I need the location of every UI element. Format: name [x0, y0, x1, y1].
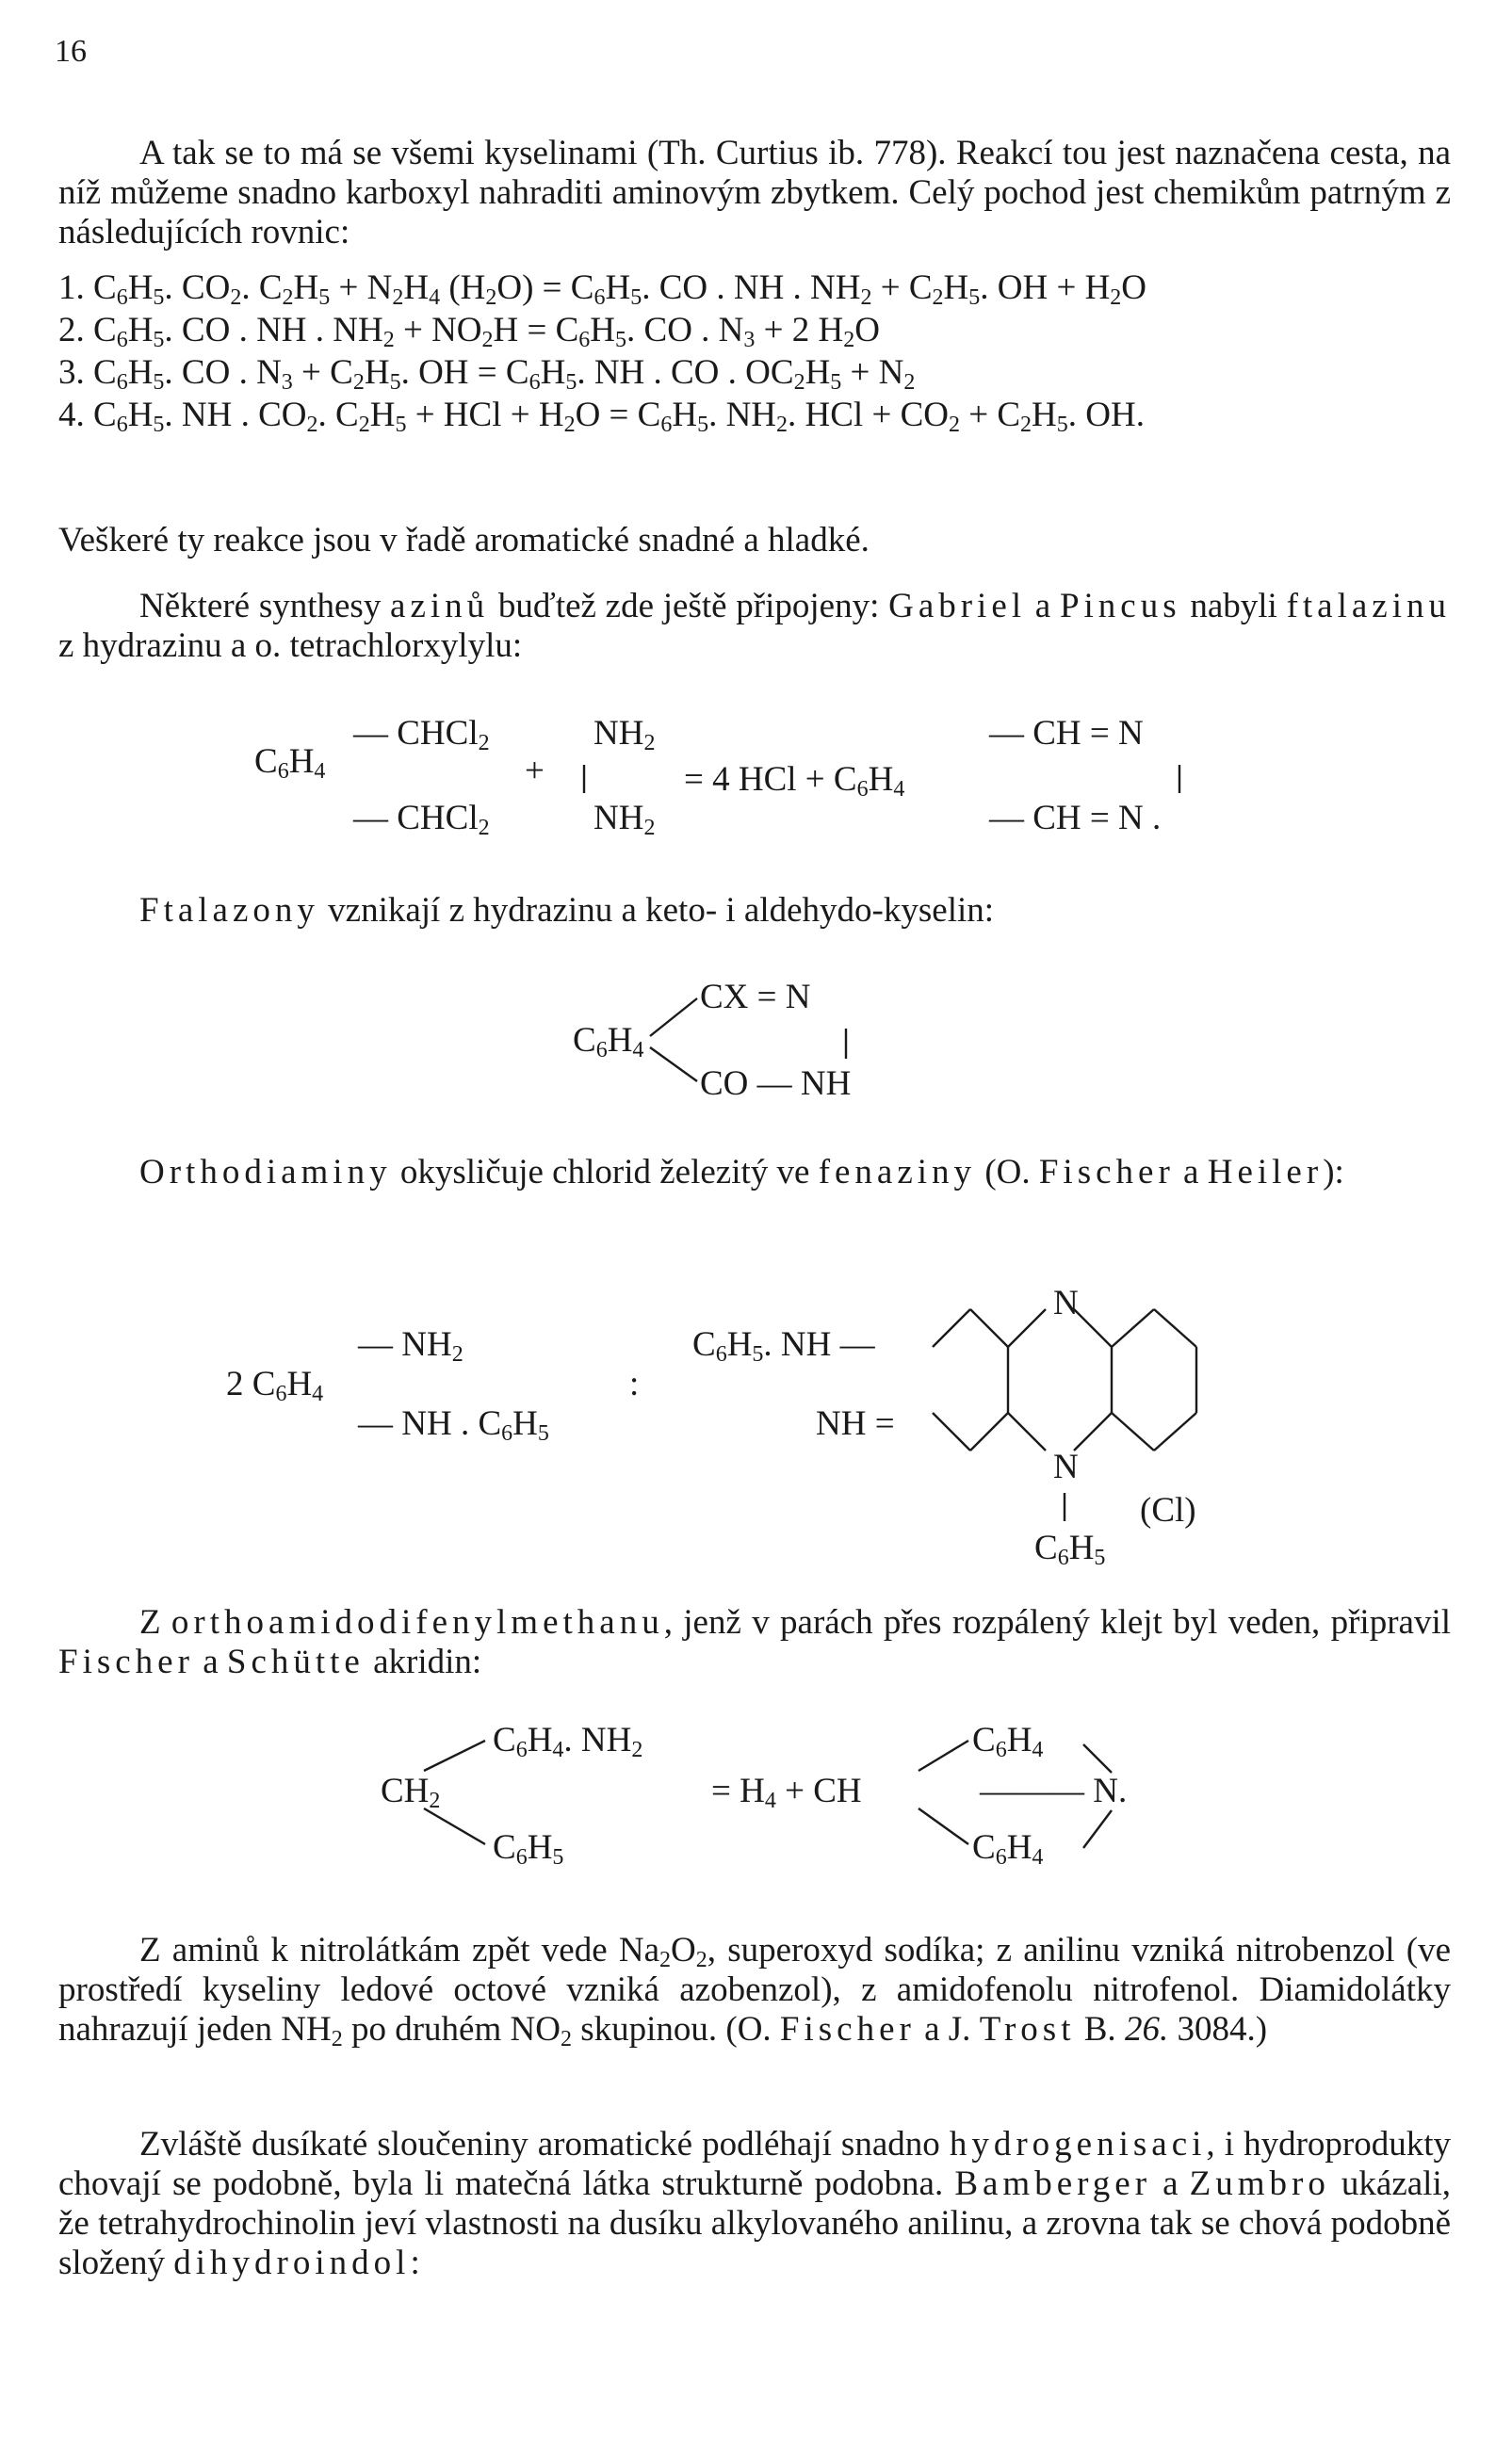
plus-sign: +	[525, 752, 545, 790]
bond-n-bottom	[1083, 1810, 1112, 1848]
page-number: 16	[55, 34, 87, 69]
two-c6h4: 2 $C_6H_4$	[226, 1365, 324, 1406]
paragraph-hydrogenation: Zvláště dusíkaté sloučeniny aromatické podléhají snadno hydrogenisaci, i hydroprodukty chovají se podobně, byla li matečná látka strukturně podobna. Bamberger a Zumbro ukázali, že tetrahydrochinolin jeví vlastnosti na dusíku alkylovaného anilinu, a zrovna tak se chová podobně složený dihydroindol:	[58, 2125, 1451, 2282]
acridine-rhs: = $H_4$ + CH	[711, 1772, 862, 1813]
c6h4-label: $C_6H_4$	[573, 1021, 644, 1062]
c6h4-nh2: $C_6H_4$. $NH_2$	[493, 1721, 643, 1762]
bond-ch-bottom	[919, 1808, 968, 1844]
bond-upper	[650, 998, 697, 1036]
paragraph-akridin: Z orthoamidodifenylmethanu, jenž v parách přes rozpálený klejt byl veden, připravil Fischer a Schütte akridin:	[58, 1603, 1452, 1681]
bond-n-top	[1083, 1744, 1112, 1773]
colon: :	[629, 1365, 640, 1403]
chcl2-bottom: — CHCl$_2$	[353, 799, 490, 840]
cx-n: CX = N	[700, 978, 811, 1016]
nh2-group: — $NH_2$	[358, 1325, 463, 1367]
nh2-top: $NH_2$	[593, 714, 656, 755]
bridge-n: ——— N.	[980, 1772, 1128, 1810]
paragraph-fenaziny: Orthodiaminy okysličuje chlorid železitý ve fenaziny (O. Fischer a Heiler):	[139, 1153, 1344, 1191]
bond-ch-top	[919, 1741, 968, 1771]
ch2-label: $CH_2$	[381, 1772, 441, 1813]
nh-double: NH =	[816, 1404, 895, 1443]
bond-lower	[650, 1047, 697, 1081]
equation-1: 1. $C_6H_5$. $CO_2$. $C_2H_5 + N_2H_4$ $(H_2O) = C_6H_5$. CO . NH . $NH_2 + C_2H_5$. OH + $H_2O$	[58, 268, 1147, 310]
equation-4: 4. $C_6H_5$. NH . $CO_2$. $C_2H_5$ + HCl + $H_2O = C_6H_5$. $NH_2$. HCl + $CO_2 + C_2H_5$. OH.	[58, 396, 1145, 437]
paragraph-reactions: Veškeré ty reakce jsou v řadě aromatické snadné a hladké.	[58, 521, 870, 559]
paragraph-nitro: Z aminů k nitrolátkám zpět vede $Na_2O_2$, superoxyd sodíka; z anilinu vzniká nitrobenzol (ve prostředí kyseliny ledové octové vzniká azobenzol), z amidofenolu nitrofenol. Diamidolátky nahrazují jeden $NH_2$ po druhém $NO_2$ skupinou. (O. Fischer a J. Trost B. 26. 3084.)	[58, 1931, 1451, 2051]
paragraph-ftalazony: Ftalazony vznikají z hydrazinu a keto- i aldehydo-kyselin:	[139, 891, 995, 930]
paragraph-azines: Některé synthesy azinů buďtež zde ještě připojeny: Gabriel a Pincus nabyli ftalazinu z hydrazinu a o. tetrachlorxylylu:	[58, 587, 1451, 665]
n-bottom: N	[1053, 1448, 1079, 1486]
phenyl-substituent: $C_6H_5$	[1034, 1529, 1106, 1570]
equation-2: 2. $C_6H_5$. CO . NH . $NH_2 + NO_2H = C_6H_5$. CO . $N_3 + 2$ $H_2O$	[58, 311, 880, 352]
paragraph-text: A tak se to má se všemi kyselinami (Th. Curtius ib. 778). Reakcí tou jest naznačena cesta, na níž můžeme snadno karboxyl nahraditi aminovým zbytkem. Celý pochod jest chemikům patrným z následujících rovnic:	[58, 134, 1451, 251]
phenyl-nh: $C_6H_5$. NH —	[692, 1325, 875, 1367]
n-top: N	[1053, 1284, 1079, 1322]
nh-phenyl-group: — NH . $C_6H_5$	[358, 1404, 549, 1446]
c6h4-label: $C_6H_4$	[254, 742, 326, 784]
c6h4-top: $C_6H_4$	[972, 1721, 1044, 1762]
bond-ch2-top	[424, 1741, 485, 1771]
c6h5: $C_6H_5$	[493, 1828, 564, 1870]
ch-n-bottom: — CH = N .	[989, 799, 1162, 837]
nh2-bottom: $NH_2$	[593, 799, 656, 840]
co-nh: CO — NH	[700, 1064, 852, 1103]
equation-rhs: = 4 HCl + $C_6H_4$	[684, 760, 905, 802]
chcl2-top: — CHCl$_2$	[353, 714, 490, 755]
phenazine-rings	[933, 1309, 1196, 1521]
equation-3: 3. $C_6H_5$. CO . $N_3 + C_2H_5$. OH = $C_6H_5$. NH . CO . $OC_2H_5 + N_2$	[58, 353, 916, 395]
c6h4-bottom: $C_6H_4$	[972, 1828, 1044, 1870]
ch-n-top: — CH = N	[989, 714, 1144, 753]
chloride: (Cl)	[1140, 1491, 1196, 1530]
bond-ch2-bottom	[424, 1808, 485, 1844]
